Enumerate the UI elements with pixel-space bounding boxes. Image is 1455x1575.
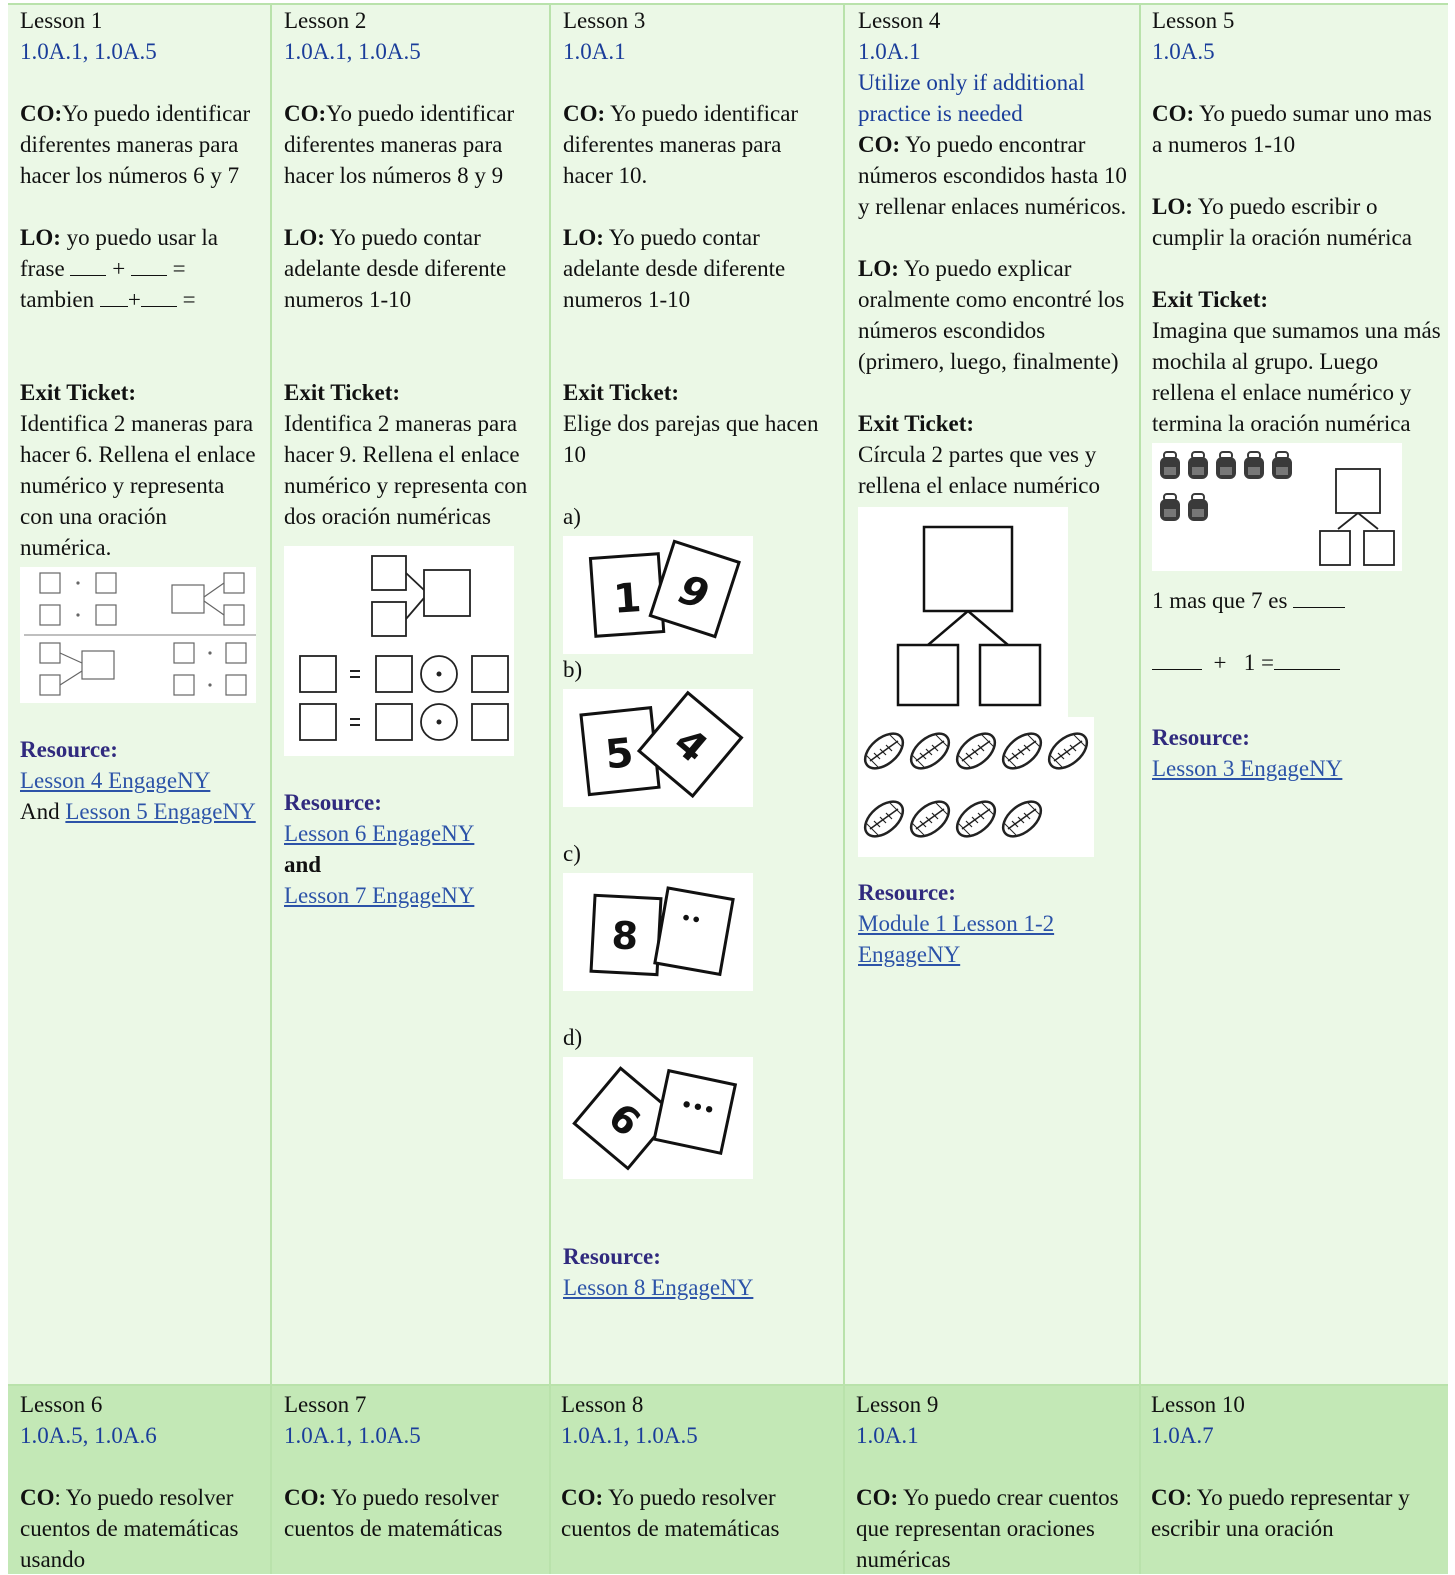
resource-link-lesson-4[interactable]: Lesson 4 EngageNY <box>20 768 211 793</box>
lesson-standards: 1.0A.1 <box>858 39 921 64</box>
card-pair-d-image <box>563 1057 753 1179</box>
lesson-title: Lesson 5 <box>1152 8 1235 33</box>
language-objective: LO: yo puedo usar la <box>20 225 219 250</box>
card-label: •• <box>679 907 703 931</box>
lesson-6-cell <box>20 1389 260 1575</box>
lesson-table <box>8 0 1448 1572</box>
exit-ticket-text: Identifica 2 maneras para hacer 6. Rellena el enlace numérico y representa con una oración numérica. <box>20 411 256 560</box>
card-label: 1 <box>611 575 643 623</box>
lesson-title: Lesson 10 <box>1151 1392 1245 1417</box>
lesson-3-cell <box>563 5 833 1303</box>
number-sentence-1: 1 mas que 7 es <box>1152 585 1442 616</box>
lesson-2-cell <box>284 5 539 911</box>
lesson-standards: 1.0A.5 <box>1152 39 1215 64</box>
card-pair-b-image <box>563 689 753 807</box>
number-bond-worksheet-image <box>20 567 256 703</box>
resource-label: Resource: <box>563 1244 661 1269</box>
exit-ticket-label: Exit Ticket: <box>1152 287 1269 312</box>
resource-label: Resource: <box>858 880 956 905</box>
lesson-standards: 1.0A.1, 1.0A.5 <box>284 39 421 64</box>
resource-and-line: And Lesson 5 EngageNY <box>20 799 256 824</box>
content-objective: CO: Yo puedo resolver cuentos de matemáticas <box>561 1485 780 1541</box>
lesson-title: Lesson 2 <box>284 8 367 33</box>
lesson-title: Lesson 6 <box>20 1392 103 1417</box>
language-objective: LO: Yo puedo escribir o cumplir la oración numérica <box>1152 194 1412 250</box>
lesson-standards: 1.0A.1, 1.0A.5 <box>284 1423 421 1448</box>
lesson-title: Lesson 8 <box>561 1392 644 1417</box>
lesson-note: Utilize only if additional practice is needed <box>858 70 1085 126</box>
lesson-title: Lesson 7 <box>284 1392 367 1417</box>
exit-ticket-text: Elige dos parejas que hacen 10 <box>563 411 819 467</box>
lesson-standards: 1.0A.7 <box>1151 1423 1214 1448</box>
content-objective: CO: Yo puedo identificar diferentes maneras para <box>563 101 799 157</box>
resource-link-lesson-6[interactable]: Lesson 6 EngageNY <box>284 821 475 846</box>
lesson-7-cell <box>284 1389 539 1544</box>
number-bond-image <box>858 507 1068 717</box>
sentence-frame-1: frase + = <box>20 253 260 284</box>
content-objective: CO:Yo puedo identificar diferentes maneras para <box>284 101 515 157</box>
card-label: ••• <box>678 1094 717 1122</box>
lesson-title: Lesson 4 <box>858 8 941 33</box>
card-pair-c-image <box>563 873 753 991</box>
option-d-label: d) <box>563 1025 583 1050</box>
lesson-5-cell <box>1152 5 1442 784</box>
card-label: 6 <box>600 1094 649 1146</box>
backpacks-number-bond-image <box>1152 443 1402 571</box>
option-a-label: a) <box>563 504 581 529</box>
resource-label: Resource: <box>20 737 118 762</box>
lesson-standards: 1.0A.1 <box>856 1423 919 1448</box>
content-objective: CO:Yo puedo identificar diferentes maneras para <box>20 101 251 157</box>
content-objective: CO: Yo puedo representar y escribir una oración <box>1151 1485 1410 1541</box>
lesson-title: Lesson 3 <box>563 8 646 33</box>
resource-link-lesson-7[interactable]: Lesson 7 EngageNY <box>284 883 475 908</box>
content-objective: CO: Yo puedo resolver cuentos de matemáticas <box>284 1485 503 1541</box>
column-divider <box>843 4 845 1574</box>
lesson-standards: 1.0A.1 <box>563 39 626 64</box>
exit-ticket-text: Imagina que sumamos una más mochila al grupo. Luego rellena el enlace numérico y termina la oración numérica <box>1152 318 1441 436</box>
footballs-image <box>858 717 1094 857</box>
card-label: 5 <box>603 729 636 779</box>
exit-ticket-label: Exit Ticket: <box>284 380 401 405</box>
language-objective: LO: Yo puedo explicar oralmente como encontré los números escondidos (primero, luego, finalmente) <box>858 256 1125 374</box>
content-objective-2: hacer los números 8 y 9 <box>284 163 504 188</box>
number-bond-sentences-image <box>284 546 514 756</box>
lesson-4-cell <box>858 5 1128 970</box>
column-divider <box>1139 4 1141 1574</box>
language-objective: LO: Yo puedo contar adelante desde diferente numeros 1-10 <box>563 225 786 312</box>
lesson-standards: 1.0A.1, 1.0A.5 <box>20 39 157 64</box>
lesson-standards: 1.0A.5, 1.0A.6 <box>20 1423 157 1448</box>
card-label: 9 <box>673 566 714 619</box>
option-c-label: c) <box>563 841 581 866</box>
lesson-9-cell <box>856 1389 1126 1575</box>
lesson-title: Lesson 9 <box>856 1392 939 1417</box>
exit-ticket-label: Exit Ticket: <box>20 380 137 405</box>
resource-label: Resource: <box>1152 725 1250 750</box>
exit-ticket-label: Exit Ticket: <box>563 380 680 405</box>
card-label: 8 <box>610 913 640 959</box>
lesson-10-cell <box>1151 1389 1441 1544</box>
exit-ticket-text: Identifica 2 maneras para hacer 9. Rellena el enlace numérico y representa con dos oración numéricas <box>284 411 528 529</box>
lesson-8-cell <box>561 1389 831 1544</box>
exit-ticket-text: Círcula 2 partes que ves y rellena el enlace numérico <box>858 442 1100 498</box>
resource-link-module-1[interactable]: Module 1 Lesson 1-2 EngageNY <box>858 911 1055 967</box>
option-b-label: b) <box>563 657 583 682</box>
lesson-1-cell <box>20 5 260 827</box>
card-pair-a-image <box>563 536 753 654</box>
resource-label: Resource: <box>284 790 382 815</box>
content-objective-2: hacer 10. <box>563 163 648 188</box>
content-objective-2: hacer los números 6 y 7 <box>20 163 240 188</box>
resource-and: and <box>284 852 322 877</box>
resource-link-lesson-3[interactable]: Lesson 3 EngageNY <box>1152 756 1343 781</box>
lesson-standards: 1.0A.1, 1.0A.5 <box>561 1423 698 1448</box>
content-objective: CO: Yo puedo encontrar números escondidos hasta 10 y rellenar enlaces numéricos. <box>858 132 1127 219</box>
row-divider <box>8 1384 1448 1386</box>
card-label: 4 <box>664 719 716 773</box>
language-objective: LO: Yo puedo contar adelante desde diferente numeros 1-10 <box>284 225 507 312</box>
content-objective: CO: Yo puedo resolver cuentos de matemáticas usando <box>20 1485 239 1572</box>
lesson-title: Lesson 1 <box>20 8 103 33</box>
exit-ticket-label: Exit Ticket: <box>858 411 975 436</box>
content-objective: CO: Yo puedo sumar uno mas a numeros 1-10 <box>1152 101 1432 157</box>
column-divider <box>270 4 272 1574</box>
number-sentence-2: + 1 = <box>1152 647 1442 678</box>
content-objective: CO: Yo puedo crear cuentos que representan oraciones numéricas <box>856 1485 1119 1572</box>
resource-link-lesson-8[interactable]: Lesson 8 EngageNY <box>563 1275 754 1300</box>
column-divider <box>549 4 551 1574</box>
sentence-frame-2: tambien + = <box>20 284 260 315</box>
resource-link-lesson-5[interactable]: Lesson 5 EngageNY <box>65 799 256 824</box>
